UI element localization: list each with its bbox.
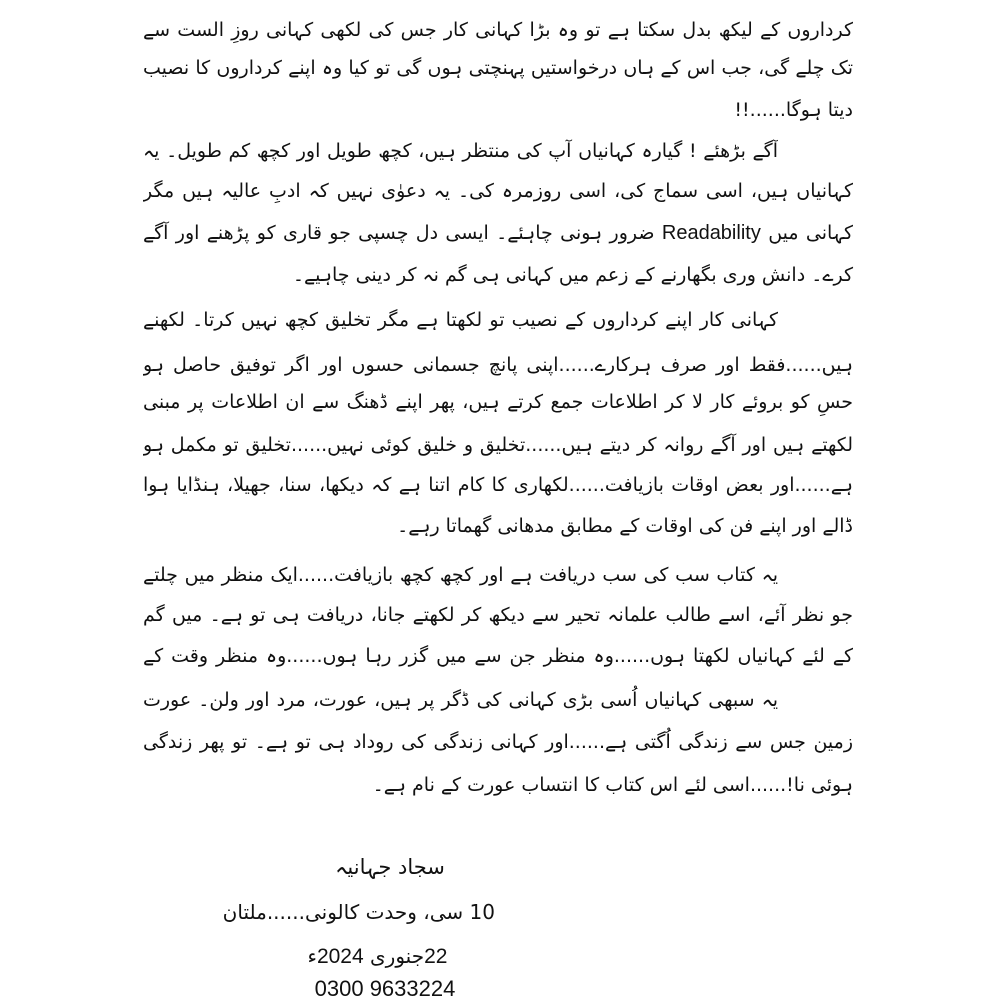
paragraph-2-line-4: کرے۔ دانش وری بگھارنے کے زعم میں کہانی ہی گم نہ کر دینی چاہیے۔ <box>292 264 853 286</box>
date-suffix: ء <box>307 944 317 968</box>
paragraph-3-line-3: حسِ کو بروئے کار لا کر اطلاعات جمع کرتے ہیں، پھر اپنے ڈھنگ سے ان اطلاعات پر مبنی <box>143 391 853 413</box>
paragraph-2-line-3-end: ضرور ہونی چاہئے۔ ایسی دل چسپی جو قاری کو پڑھنے اور آگے <box>143 222 655 244</box>
paragraph-4-line-2: جو نظر آئے، اسے طالب علمانہ تحیر سے دیکھ کر لکھتے جانا، دریافت ہی تو ہے۔ میں گم <box>143 604 853 626</box>
paragraph-3-line-4: لکھتے ہیں اور آگے روانہ کر دیتے ہیں......تخلیق و خلیق کوئی نہیں......تخلیق تو مکمل ہو <box>143 434 853 456</box>
author-phone: 0300 9633224 <box>314 976 456 1001</box>
paragraph-2-line-3-start: کہانی میں <box>768 222 853 244</box>
paragraph-2-line-3 <box>143 218 853 248</box>
signature-date <box>295 942 460 971</box>
paragraph-5-line-1: یہ سبھی کہانیاں اُسی بڑی کہانی کی ڈگر پر ہیں، عورت، مرد اور ولن۔ عورت <box>143 689 778 711</box>
paragraph-3-line-2: ہیں......فقط اور صرف ہرکارے......اپنی پانچ جسمانی حسوں اور اگر توفیق حاصل ہو <box>143 354 853 376</box>
date-day: 22 <box>424 945 448 968</box>
paragraph-1-line-1: کرداروں کے لیکھ بدل سکتا ہے تو وہ بڑا کہانی کار جس کی لکھی کہانی روزِ الست سے <box>143 19 853 41</box>
paragraph-3-line-6: ڈالے اور اپنے فن کی اوقات کے مطابق مدھانی گھماتا رہے۔ <box>397 515 853 537</box>
paragraph-4-line-1: یہ کتاب سب کی سب دریافت ہے اور کچھ کچھ بازیافت......ایک منظر میں چلتے <box>143 564 778 586</box>
paragraph-1-line-2: تک چلے گی، جب اس کے ہاں درخواستیں پہنچتی ہوں گی تو کیا وہ اپنے کرداروں کا نصیب <box>143 57 853 79</box>
paragraph-2-line-2: کہانیاں ہیں، اسی سماج کی، اسی روزمرہ کی۔ یہ دعوٰی نہیں کہ ادبِ عالیہ ہیں مگر <box>143 180 853 202</box>
author-name: سجاد جہانیہ <box>335 855 445 879</box>
paragraph-4-line-3: کے لئے کہانیاں لکھتا ہوں......وہ منظر جن سے میں گزر رہا ہوں......وہ منظر وقت کے <box>143 645 853 667</box>
readability-term: Readability <box>661 222 761 244</box>
date-year: 2024 <box>316 945 364 968</box>
paragraph-1-line-3: دیتا ہوگا......!! <box>734 99 853 121</box>
paragraph-2-line-1: آگے بڑھئے ! گیارہ کہانیاں آپ کی منتظر ہیں، کچھ طویل اور کچھ کم طویل۔ یہ <box>143 140 778 162</box>
author-address: 10 سی، وحدت کالونی......ملتان <box>222 900 495 924</box>
date-month: جنوری <box>370 944 425 968</box>
paragraph-3-line-5: ہے......اور بعض اوقات بازیافت......لکھاری کا کام اتنا ہے کہ دیکھا، سنا، جھیلا، ہنڈایا ہوا <box>143 474 853 496</box>
paragraph-5-line-3: ہوئی نا!......اسی لئے اس کتاب کا انتساب عورت کے نام ہے۔ <box>372 774 853 796</box>
paragraph-3-line-1: کہانی کار اپنے کرداروں کے نصیب تو لکھتا ہے مگر تخلیق کچھ نہیں کرتا۔ لکھنے <box>143 309 778 331</box>
paragraph-5-line-2: زمین جس سے زندگی اُگتی ہے......اور کہانی زندگی کی روداد ہی تو ہے۔ تو پھر زندگی <box>143 731 853 753</box>
